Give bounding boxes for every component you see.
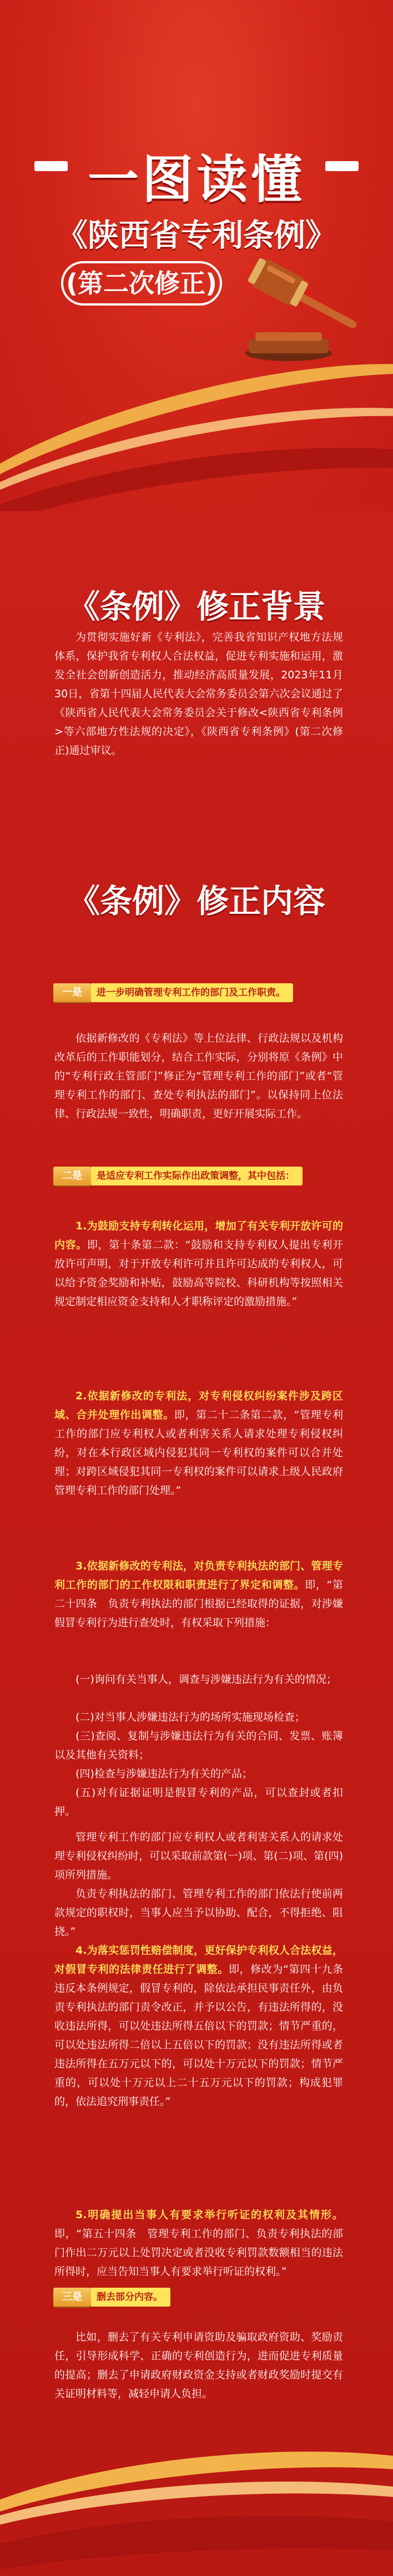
- clause-5-head: 5.明确提出当事人有要求举行听证的权利及其情形。: [75, 2209, 343, 2221]
- page-subtitle: 《陕西省专利条例》: [57, 218, 336, 254]
- clause-1: [54, 1217, 343, 1311]
- measure-4: (四)检查与涉嫌违法行为有关的产品；: [75, 1768, 253, 1780]
- clause-5-body: 即，“第五十四条 管理专利工作的部门、负责专利执法的部门作出二万元以上处罚决定或者没收专利罚款数额相当的违法所得时，应当告知当事人有要求举行听证的权利。”: [54, 2228, 343, 2278]
- item-label: 删去部分内容。: [91, 2288, 170, 2307]
- measure-1: (一)询问有关当事人，调查与涉嫌违法行为有关的情况；: [75, 1673, 337, 1685]
- item-text: 依据新修改的《专利法》等上位法律、行政法规以及机构改革后的工作职能划分，结合工作实际，分别将原《条例》中的“专利行政主管部门”修正为“管理专利工作的部门”或者“管理专利工作的部门、查处专利执法的部门”。以保持同上位法律、行政法规一致性，明确职责，更好开展实际工作。: [54, 1032, 343, 1120]
- clause-1-head: 1.为鼓励支持专利转化运用，增加了有关专利开放许可的内容。: [54, 1220, 343, 1251]
- clause-4-body: 即，修改为“第四十九条 违反本条例规定，假冒专利的，除依法承担民事责任外，由负责专利执法的部门责令改正，并予以公告，有违法所得的，没收违法所得，可以处违法所得五倍以下的罚款；情节严重的，可以处违法所得二倍以上五倍以下的罚款；没有违法所得或者违法所得在五万元以下的，可以处十万元以下的罚款；情节严重的，可以处十万元以上二十五万元以下的罚款；构成犯罪的，依法追究刑事责任。”: [54, 1963, 354, 2108]
- footer-ribbon: [0, 2433, 393, 2576]
- item-tag: 二是: [53, 1167, 91, 1186]
- content-heading: 《条例》修正内容: [67, 882, 325, 920]
- item-label: 进一步明确管理专利工作的部门及工作职责。: [91, 983, 293, 1002]
- clause-2: [54, 1387, 343, 1500]
- item-tag: 三是: [53, 2288, 91, 2307]
- measure-3: (三)查阅、复制与涉嫌违法行为有关的合同、发票、账簿以及其他有关资料；: [54, 1730, 343, 1761]
- measure-2: (二)对当事人涉嫌违法行为的场所实施现场检查；: [75, 1711, 305, 1723]
- clause-4-head: 4.为落实惩罚性赔偿制度，更好保护专利权人合法权益，对假冒专利的法律责任进行了调整。: [54, 1944, 343, 1975]
- clause-4: [54, 1941, 354, 2111]
- clause-5: [54, 2205, 343, 2281]
- revision-badge: (第二次修正): [61, 261, 222, 306]
- clause-1-body: 即，第十条第二款：“鼓励和支持专利权人提出专利开放许可声明，对于开放专利许可并且许可达成的专利权人，可以给予资金奖励和补贴，鼓励高等院校、科研机构等按照相关规定制定相应资金支持和人才职称评定的激励措施。”: [54, 1239, 343, 1308]
- clause-3-body: 即，“第二十四条 负责专利执法的部门根据已经取得的证据，对涉嫌假冒专利行为进行查处时，有权采取下列措施：: [54, 1579, 343, 1629]
- measure-5: (五)对有证据证明是假冒专利的产品，可以查封或者扣押。: [54, 1787, 343, 1818]
- background-text: 为贯彻实施好新《专利法》，完善我省知识产权地方法规体系，保护我省专利权人合法权益，促进专利实施和运用，激发全社会创新创造活力，推动经济高质量发展，2023年11月30日，省第十四届人民代表大会常务委员会第六次会议通过了《陕西省人民代表大会常务委员会关于修改<陕西省专利条例>等六部地方性法规的决定》，《陕西省专利条例》(第二次修正)通过审议。: [54, 631, 343, 757]
- background-heading: 《条例》修正背景: [67, 588, 325, 626]
- clause-3-note-1: 管理专利工作的部门应专利权人或者利害关系人的请求处理专利侵权纠纷时，可以采取前款第(一)项、第(二)项、第(四)项所列措施。: [54, 1831, 343, 1881]
- item-tag: 一是: [53, 983, 91, 1002]
- clause-3: [54, 1557, 343, 1632]
- page-title: 一图读懂: [87, 150, 305, 209]
- clause-3-head: 3.依据新修改的专利法，对负责专利执法的部门、管理专利工作的部门的工作权限和职责进行了界定和调整。: [54, 1560, 343, 1591]
- item-label: 是适应专利工作实际作出政策调整，其中包括：: [91, 1167, 303, 1186]
- item-text: 比如，删去了有关专利申请资助及骗取政府资助、奖励责任，引导形成科学、正确的专利创造行为，进而促进专利质量的提高；删去了申请政府财政资金支持或者财政奖励时提交有关证明材料等，减轻申请人负担。: [54, 2331, 343, 2400]
- clause-3-note-2: 负责专利执法的部门、管理专利工作的部门依法行使前两款规定的职权时，当事人应当予以协助、配合，不得拒绝、阻挠。”: [54, 1888, 343, 1938]
- gavel-icon: [233, 244, 366, 367]
- clause-2-body: 即，第二十二条第二款，“管理专利工作的部门应专利权人或者利害关系人请求处理专利侵权纠纷，对在本行政区域内侵犯其同一专利权的案件可以合并处理；对跨区域侵犯其同一专利权的案件可以请求上级人民政府管理专利工作的部门处理。”: [54, 1409, 343, 1497]
- header-banner: [0, 0, 393, 511]
- clause-2-head: 2.依据新修改的专利法，对专利侵权纠纷案件涉及跨区域、合并处理作出调整。: [54, 1390, 343, 1421]
